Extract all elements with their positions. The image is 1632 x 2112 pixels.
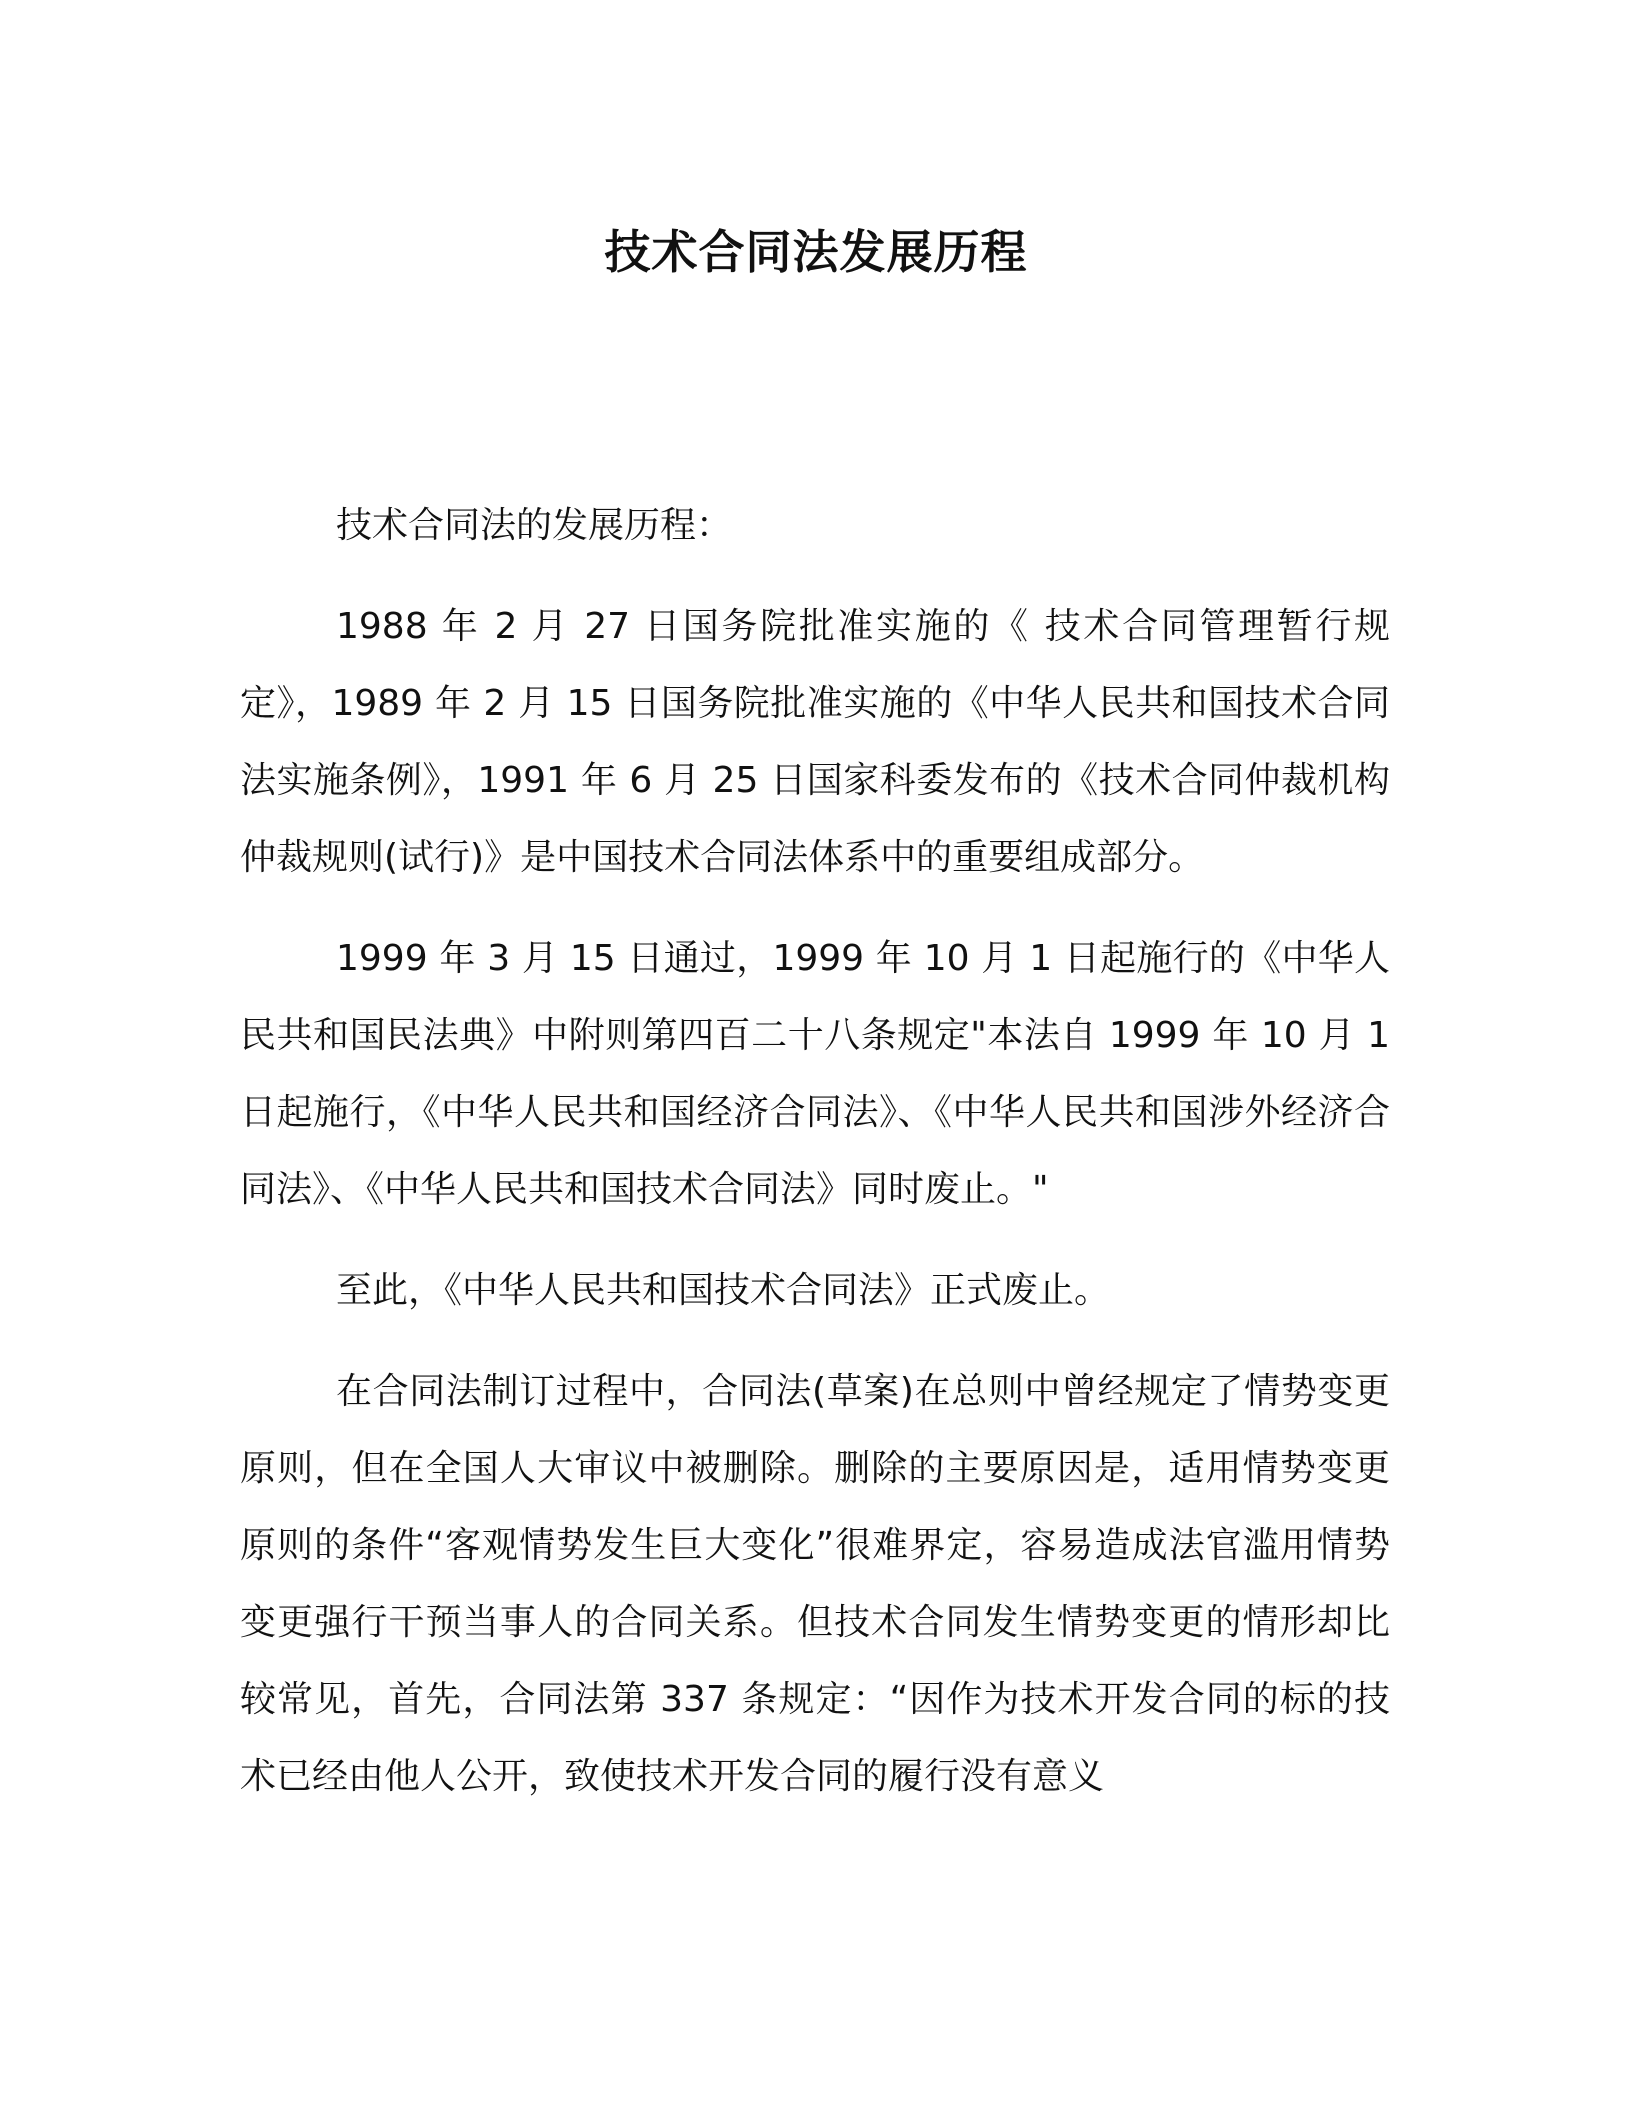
document-title: 技术合同法发展历程: [604, 225, 1028, 279]
paragraph-intro: 技术合同法的发展历程：: [336, 505, 733, 546]
paragraph-civil-code: 1999 年 3 月 15 日通过，1999 年 10 月 1 日起施行的《中华人民共和国民法典》中附则第四百二十八条规定"本法自 1999 年 10 月 1 日起施行，《中华人民共和国经济合同法》、《中华人民共和国涉外经济合同法》、《中华人民共和国技术合同法》同时废止。": [240, 938, 1390, 1210]
paragraph-repeal: 至此，《中华人民共和国技术合同法》正式废止。: [336, 1270, 1111, 1311]
paragraph-change-of-circumstances: 在合同法制订过程中，合同法(草案)在总则中曾经规定了情势变更原则，但在全国人大审议中被删除。删除的主要原因是，适用情势变更原则的条件“客观情势发生巨大变化”很难界定，容易造成法官滥用情势变更强行干预当事人的合同关系。但技术合同发生情势变更的情形却比较常见，首先，合同法第 337 条规定：“因作为技术开发合同的标的技术已经由他人公开，致使技术开发合同的履行没有意义: [240, 1371, 1390, 1797]
document-body: [240, 487, 1390, 1839]
paragraph-regulations: 1988 年 2 月 27 日国务院批准实施的《 技术合同管理暂行规定》，1989 年 2 月 15 日国务院批准实施的《中华人民共和国技术合同法实施条例》，1991 年 6 月 25 日国家科委发布的《技术合同仲裁机构仲裁规则(试行)》是中国技术合同法体系中的重要组成部分。: [240, 606, 1390, 878]
